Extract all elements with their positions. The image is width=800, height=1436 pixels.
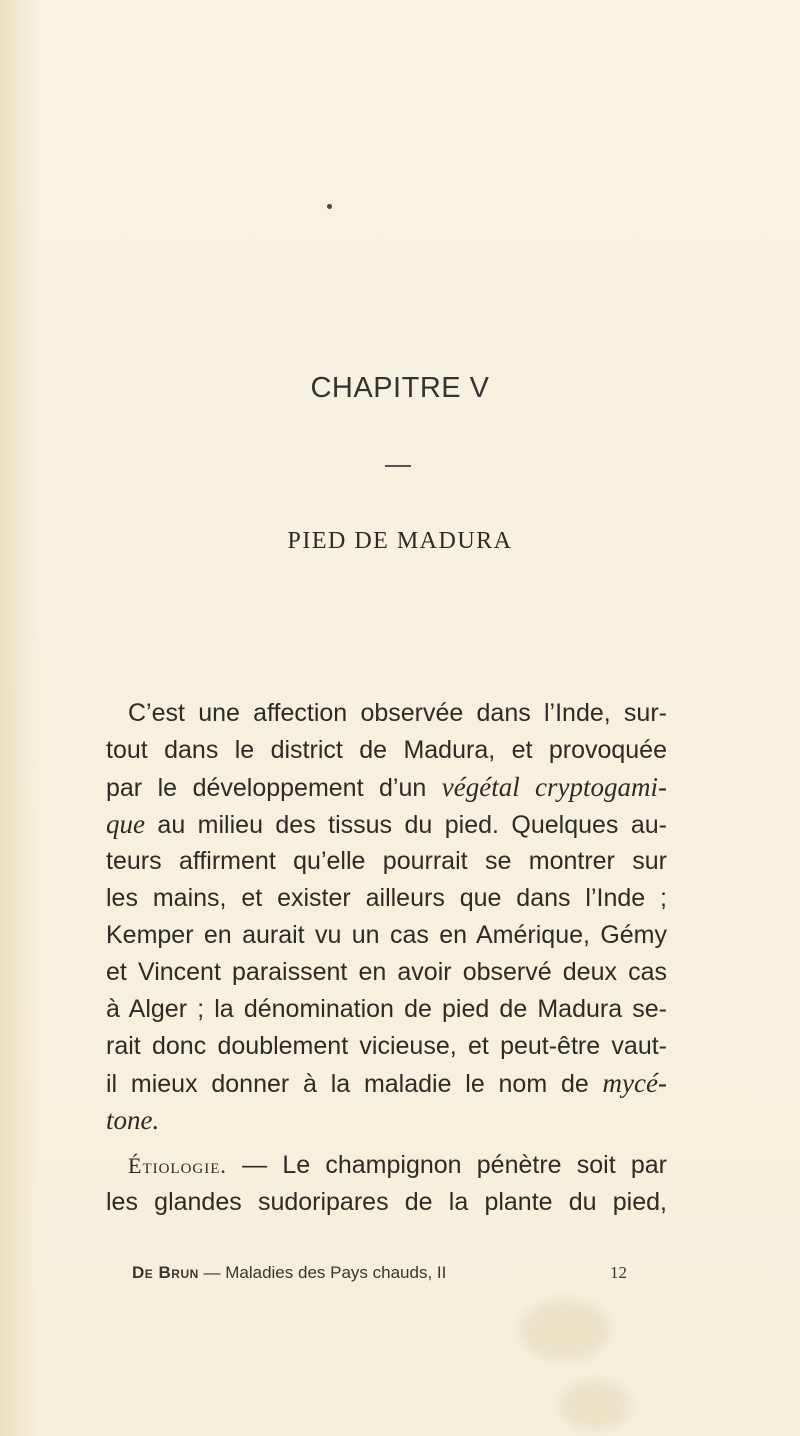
italic-term: mycé- bbox=[602, 1068, 667, 1098]
text-line: les mains, et exister ailleurs que dans l’Inde ; bbox=[106, 884, 667, 912]
footer-author: De Brun bbox=[132, 1263, 199, 1282]
italic-term: végétal cryptogami- bbox=[441, 772, 667, 802]
italic-term: tone. bbox=[106, 1105, 160, 1135]
footer-citation bbox=[132, 1263, 446, 1283]
text-line: teurs affirment qu’elle pourrait se montrer sur bbox=[106, 847, 667, 875]
text-line bbox=[106, 772, 667, 803]
text-span: au milieu des tissus du pied. Quelques au- bbox=[144, 811, 667, 839]
ink-speck bbox=[327, 204, 332, 209]
section-label: Étiologie. bbox=[128, 1153, 227, 1178]
text-span: par le développement d’un bbox=[106, 774, 442, 802]
page-stain bbox=[560, 1380, 630, 1430]
text-span: — Le champignon pénètre soit par bbox=[226, 1151, 667, 1179]
text-line: et Vincent paraissent en avoir observé deux cas bbox=[106, 958, 667, 986]
text-line: les glandes sudoripares de la plante du pied, bbox=[106, 1188, 667, 1216]
italic-term: que bbox=[106, 809, 145, 839]
text-line bbox=[106, 1068, 667, 1099]
footer-text: — Maladies des Pays chauds, II bbox=[198, 1263, 447, 1282]
text-line bbox=[128, 1150, 667, 1181]
text-span: il mieux donner à la maladie le nom de bbox=[106, 1070, 603, 1098]
chapter-heading: CHAPITRE V bbox=[310, 372, 490, 404]
page-stain bbox=[520, 1300, 610, 1360]
text-line: à Alger ; la dénomination de pied de Madura se- bbox=[106, 995, 667, 1023]
separator-dash bbox=[385, 465, 411, 467]
text-line: tout dans le district de Madura, et provoquée bbox=[106, 736, 667, 764]
text-line: C’est une affection observée dans l’Inde, sur- bbox=[128, 699, 667, 727]
signature-number: 12 bbox=[610, 1263, 627, 1282]
section-title: PIED DE MADURA bbox=[287, 528, 513, 554]
text-line bbox=[106, 1105, 159, 1136]
text-line: Kemper en aurait vu un cas en Amérique, Gémy bbox=[106, 921, 667, 949]
text-line: rait donc doublement vicieuse, et peut-être vaut- bbox=[106, 1032, 667, 1060]
text-line bbox=[106, 809, 667, 840]
